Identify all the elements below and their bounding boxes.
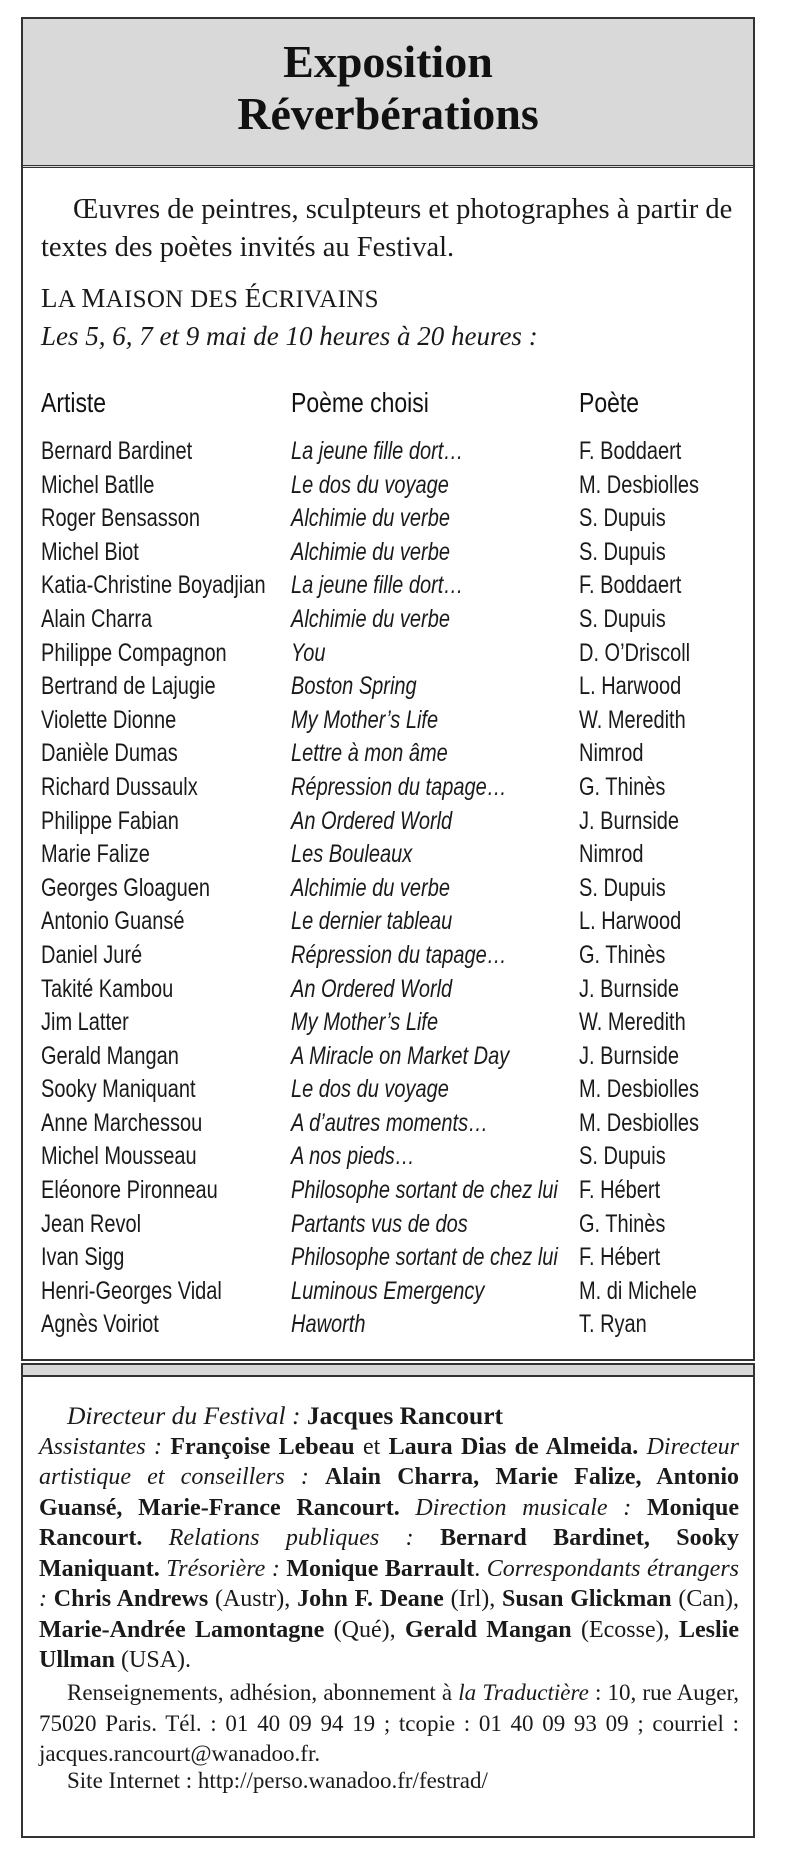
poem-title: Alchimie du verbe bbox=[291, 873, 450, 902]
assist-and: et bbox=[354, 1433, 389, 1460]
correspondent-4: Marie-Andrée Lamontagne bbox=[39, 1616, 325, 1643]
artist-name: Jean Revol bbox=[41, 1209, 142, 1238]
poet-name: T. Ryan bbox=[579, 1310, 647, 1339]
artist-name: Bernard Bardinet bbox=[41, 437, 193, 465]
table-row bbox=[23, 939, 753, 973]
poet-name: G. Thinès bbox=[579, 772, 666, 801]
poem-title: You bbox=[291, 638, 326, 667]
table-row bbox=[23, 838, 753, 872]
poet-name: G. Thinès bbox=[579, 940, 666, 969]
music-role: Direction musicale : bbox=[399, 1494, 647, 1521]
artist-name: Sooky Maniquant bbox=[41, 1075, 196, 1104]
correspondent-5-country: (Ecosse), bbox=[571, 1616, 679, 1643]
table-row bbox=[23, 1040, 753, 1074]
venue-cap-3: É bbox=[244, 283, 262, 313]
table-row bbox=[23, 1073, 753, 1107]
artist-name: Georges Gloaguen bbox=[41, 873, 211, 902]
table-row bbox=[23, 670, 753, 704]
art-names: Alain Charra, Marie Falize, Antonio Guansé, Marie-France Rancourt. bbox=[39, 1464, 739, 1521]
poem-title: Partants vus de dos bbox=[291, 1209, 468, 1238]
poet-name: L. Harwood bbox=[579, 672, 682, 701]
table-row bbox=[23, 805, 753, 839]
assist-name-1: Françoise Lebeau bbox=[170, 1433, 355, 1460]
correspondent-1: Chris Andrews bbox=[53, 1586, 209, 1612]
correspondent-2-country: (Irl), bbox=[443, 1586, 503, 1612]
art-role: Directeur artistique et conseillers : bbox=[39, 1433, 740, 1490]
table-row bbox=[23, 704, 753, 738]
table-row bbox=[23, 973, 753, 1007]
table-row bbox=[23, 905, 753, 939]
exhibition-box bbox=[21, 17, 755, 1361]
artist-name: Violette Dionne bbox=[41, 705, 177, 734]
table-row bbox=[23, 1308, 753, 1342]
table-row bbox=[23, 603, 753, 637]
table-row bbox=[23, 1006, 753, 1040]
venue-cap-2: M bbox=[81, 283, 106, 313]
correspondent-4-country: (Qué), bbox=[324, 1616, 405, 1643]
artist-name: Philippe Compagnon bbox=[41, 638, 227, 667]
poem-title: Le dos du voyage bbox=[291, 470, 449, 499]
poem-title: A Miracle on Market Day bbox=[291, 1041, 510, 1070]
correspondent-5: Gerald Mangan bbox=[404, 1616, 572, 1643]
poem-title: An Ordered World bbox=[291, 974, 453, 1003]
table-row bbox=[23, 435, 753, 469]
table-row bbox=[23, 536, 753, 570]
title-line-2: Réverbérations bbox=[237, 88, 539, 139]
artist-name: Jim Latter bbox=[41, 1008, 129, 1037]
director-name: Jacques Rancourt bbox=[306, 1401, 504, 1430]
table-row bbox=[23, 1241, 753, 1275]
poem-title: Répression du tapage… bbox=[291, 940, 507, 969]
poem-title: A d’autres moments… bbox=[291, 1108, 489, 1137]
artist-name: Marie Falize bbox=[41, 840, 150, 869]
poet-name: F. Boddaert bbox=[579, 437, 682, 465]
table-row bbox=[23, 637, 753, 671]
poem-title: My Mother’s Life bbox=[291, 1008, 439, 1037]
poet-name: W. Meredith bbox=[579, 1008, 686, 1037]
poem-title: Boston Spring bbox=[291, 672, 417, 701]
poem-title: My Mother’s Life bbox=[291, 705, 439, 734]
info-pre: Renseignements, adhésion, abonnement à bbox=[67, 1680, 459, 1705]
artist-name: Agnès Voiriot bbox=[41, 1310, 159, 1339]
pr-names: Bernard Bardinet, Sooky Maniquant. bbox=[39, 1525, 739, 1582]
table-row bbox=[23, 1174, 753, 1208]
artist-name: Antonio Guansé bbox=[41, 907, 185, 936]
table-row bbox=[23, 1140, 753, 1174]
info-text bbox=[39, 1678, 739, 1770]
artist-name: Philippe Fabian bbox=[41, 806, 179, 835]
artist-name: Roger Bensasson bbox=[41, 504, 200, 533]
poem-title: Lettre à mon âme bbox=[291, 739, 448, 768]
poem-title: Les Bouleaux bbox=[291, 840, 413, 869]
poet-name: G. Thinès bbox=[579, 1209, 666, 1238]
assist-name-2: Laura Dias de Almeida. bbox=[388, 1433, 639, 1460]
venue-part-3: CRIVAINS bbox=[261, 286, 379, 313]
poet-name: J. Burnside bbox=[579, 806, 680, 835]
poet-name: M. Desbiolles bbox=[579, 1108, 700, 1137]
artist-name: Anne Marchessou bbox=[41, 1108, 203, 1137]
poem-title: Répression du tapage… bbox=[291, 772, 507, 801]
artist-name: Bertrand de Lajugie bbox=[41, 672, 216, 701]
poet-name: S. Dupuis bbox=[579, 873, 666, 902]
dates: Les 5, 6, 7 et 9 mai de 10 heures à 20 heures : bbox=[41, 321, 538, 351]
journal-name: la Traductière bbox=[458, 1680, 589, 1705]
poet-name: S. Dupuis bbox=[579, 537, 666, 566]
poem-title: Alchimie du verbe bbox=[291, 504, 450, 533]
intro-text: Œuvres de peintres, sculpteurs et photographes à partir de textes des poètes invités au Festival. bbox=[41, 194, 733, 263]
artist-name: Michel Mousseau bbox=[41, 1142, 197, 1171]
poet-name: M. Desbiolles bbox=[579, 470, 700, 499]
poem-title: An Ordered World bbox=[291, 806, 453, 835]
artist-name: Eléonore Pironneau bbox=[41, 1176, 218, 1205]
credits-box bbox=[21, 1363, 755, 1838]
column-header-poet: Poète bbox=[579, 387, 640, 418]
artist-name: Katia-Christine Boyadjian bbox=[41, 571, 266, 600]
poet-name: M. Desbiolles bbox=[579, 1075, 700, 1104]
table-row bbox=[23, 1208, 753, 1242]
table-row bbox=[23, 1275, 753, 1309]
poet-name: S. Dupuis bbox=[579, 604, 666, 633]
director-line bbox=[39, 1401, 739, 1432]
correspondent-6-country: (USA). bbox=[115, 1647, 192, 1673]
venue bbox=[41, 283, 379, 314]
column-header-artist: Artiste bbox=[41, 387, 107, 418]
correspondent-3-country: (Can), bbox=[671, 1586, 739, 1612]
correspondent-2: John F. Deane bbox=[297, 1586, 444, 1612]
poet-name: F. Boddaert bbox=[579, 571, 682, 600]
artist-name: Michel Batlle bbox=[41, 470, 155, 499]
poem-title: Philosophe sortant de chez lui bbox=[291, 1176, 558, 1205]
website[interactable]: Site Internet : http://perso.wanadoo.fr/festrad/ bbox=[67, 1768, 488, 1793]
artist-name: Michel Biot bbox=[41, 537, 139, 566]
poem-title: La jeune fille dort… bbox=[291, 571, 464, 600]
venue-part-2: AISON DES bbox=[105, 286, 245, 313]
correspondents-role: Correspondants étrangers : bbox=[39, 1555, 739, 1612]
artist-name: Danièle Dumas bbox=[41, 739, 178, 768]
venue-cap-1: L bbox=[41, 283, 58, 313]
artist-name: Ivan Sigg bbox=[41, 1243, 125, 1272]
poem-title: Luminous Emergency bbox=[291, 1276, 485, 1305]
poet-name: F. Hébert bbox=[579, 1243, 661, 1272]
info-contact: : 10, rue Auger, 75020 Paris. Tél. : 01 40 09 94 19 ; tcopie : 01 40 09 93 09 ; courriel : jacques.rancourt@wanadoo.fr. bbox=[39, 1680, 739, 1766]
poem-title: A nos pieds… bbox=[291, 1142, 415, 1171]
credits-text bbox=[39, 1401, 739, 1676]
poet-name: F. Hébert bbox=[579, 1176, 661, 1205]
table-row bbox=[23, 872, 753, 906]
title-band bbox=[23, 19, 753, 168]
music-names: Monique Rancourt. bbox=[39, 1494, 739, 1551]
table-row bbox=[23, 771, 753, 805]
correspondent-3: Susan Glickman bbox=[502, 1586, 672, 1612]
poet-name: J. Burnside bbox=[579, 1041, 680, 1070]
poet-name: D. O’Driscoll bbox=[579, 638, 691, 667]
director-role: Directeur du Festival : bbox=[67, 1401, 307, 1430]
artist-table bbox=[23, 435, 753, 1342]
poet-name: W. Meredith bbox=[579, 705, 686, 734]
poet-name: S. Dupuis bbox=[579, 504, 666, 533]
poem-title: Alchimie du verbe bbox=[291, 604, 450, 633]
table-row bbox=[23, 469, 753, 503]
treasurer-name: Monique Barrault bbox=[286, 1555, 475, 1582]
assist-role: Assistantes : bbox=[39, 1433, 171, 1460]
table-row bbox=[23, 737, 753, 771]
poem-title: Alchimie du verbe bbox=[291, 537, 450, 566]
poem-title: Haworth bbox=[291, 1310, 366, 1339]
poem-title: La jeune fille dort… bbox=[291, 437, 464, 465]
title-line-1: Exposition bbox=[283, 36, 493, 87]
artist-name: Henri-Georges Vidal bbox=[41, 1276, 222, 1305]
pr-role: Relations publiques : bbox=[142, 1525, 441, 1551]
artist-name: Takité Kambou bbox=[41, 974, 174, 1003]
poet-name: S. Dupuis bbox=[579, 1142, 666, 1171]
poet-name: L. Harwood bbox=[579, 907, 682, 936]
poet-name: M. di Michele bbox=[579, 1276, 697, 1305]
treasurer-role: Trésorière : bbox=[159, 1555, 287, 1582]
correspondent-6: Leslie Ullman bbox=[39, 1616, 739, 1673]
credits-top-band bbox=[23, 1365, 753, 1377]
poet-name: Nimrod bbox=[579, 840, 644, 869]
venue-part-1: A bbox=[57, 286, 82, 313]
artist-name: Gerald Mangan bbox=[41, 1041, 179, 1070]
artist-name: Daniel Juré bbox=[41, 940, 143, 969]
poet-name: Nimrod bbox=[579, 739, 644, 768]
poem-title: Le dernier tableau bbox=[291, 907, 453, 936]
correspondent-1-country: (Austr), bbox=[208, 1586, 298, 1612]
poet-name: J. Burnside bbox=[579, 974, 680, 1003]
treasurer-end: . bbox=[474, 1555, 481, 1582]
poem-title: Le dos du voyage bbox=[291, 1075, 449, 1104]
table-row bbox=[23, 502, 753, 536]
poem-title: Philosophe sortant de chez lui bbox=[291, 1243, 558, 1272]
table-row bbox=[23, 1107, 753, 1141]
table-row bbox=[23, 569, 753, 603]
artist-name: Alain Charra bbox=[41, 604, 153, 633]
artist-name: Richard Dussaulx bbox=[41, 772, 198, 801]
column-header-poem: Poème choisi bbox=[291, 387, 429, 418]
